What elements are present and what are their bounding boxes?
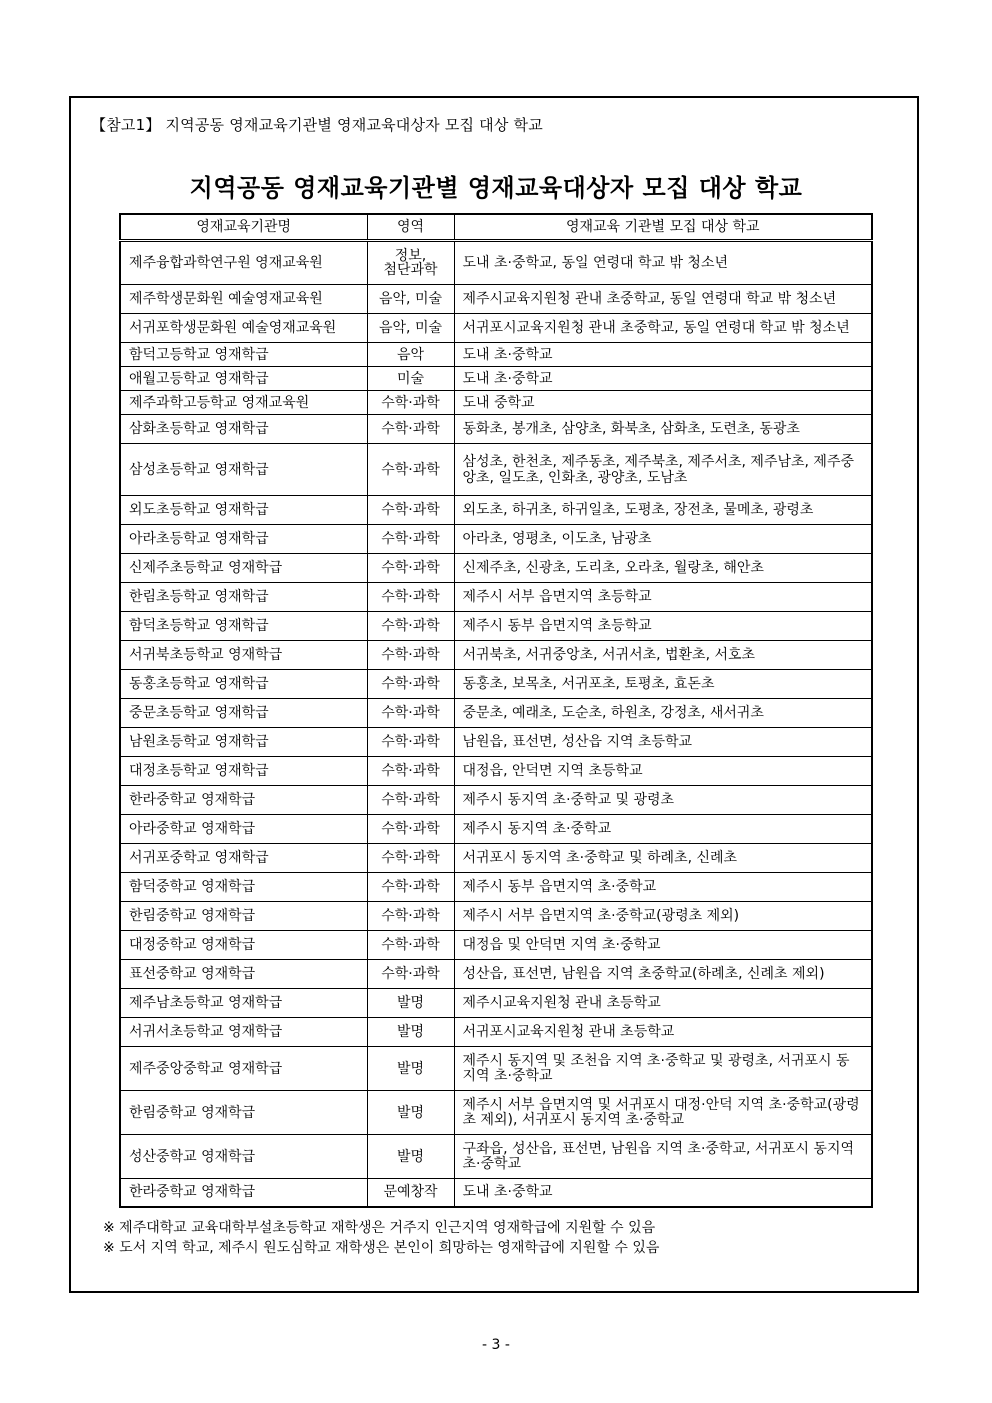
area-cell: 미술 bbox=[367, 367, 454, 391]
table-row bbox=[120, 844, 872, 873]
target-schools-cell: 제주시 동지역 초·중학교 및 광령초 bbox=[454, 786, 872, 815]
target-schools-cell: 중문초, 예래초, 도순초, 하원초, 강정초, 새서귀초 bbox=[454, 699, 872, 728]
target-schools-cell: 제주시교육지원청 관내 초중학교, 동일 연령대 학교 밖 청소년 bbox=[454, 285, 872, 314]
institution-name-cell: 제주남초등학교 영재학급 bbox=[120, 989, 367, 1018]
area-cell: 수학·과학 bbox=[367, 844, 454, 873]
area-cell: 수학·과학 bbox=[367, 670, 454, 699]
institution-name-cell: 외도초등학교 영재학급 bbox=[120, 496, 367, 525]
area-cell: 정보, 첨단과학 bbox=[367, 241, 454, 285]
institution-name-cell: 대정초등학교 영재학급 bbox=[120, 757, 367, 786]
institution-name-cell: 표선중학교 영재학급 bbox=[120, 960, 367, 989]
target-schools-cell: 서귀포시교육지원청 관내 초중학교, 동일 연령대 학교 밖 청소년 bbox=[454, 314, 872, 343]
target-schools-cell: 대정읍 및 안덕면 지역 초·중학교 bbox=[454, 931, 872, 960]
table-row bbox=[120, 670, 872, 699]
table-row bbox=[120, 496, 872, 525]
area-cell: 수학·과학 bbox=[367, 757, 454, 786]
page-title: 지역공동 영재교육기관별 영재교육대상자 모집 대상 학교 bbox=[189, 173, 803, 202]
table-row bbox=[120, 1091, 872, 1135]
institution-name-cell: 아라중학교 영재학급 bbox=[120, 815, 367, 844]
institution-name-cell: 제주과학고등학교 영재교육원 bbox=[120, 391, 367, 415]
target-schools-cell: 제주시 동지역 및 조천읍 지역 초·중학교 및 광령초, 서귀포시 동지역 초·중학교 bbox=[454, 1047, 872, 1091]
target-schools-cell: 동홍초, 보목초, 서귀포초, 토평초, 효돈초 bbox=[454, 670, 872, 699]
table-row bbox=[120, 444, 872, 496]
table-row bbox=[120, 391, 872, 415]
table-row bbox=[120, 285, 872, 314]
table-row bbox=[120, 873, 872, 902]
table-row bbox=[120, 367, 872, 391]
table-row bbox=[120, 415, 872, 444]
area-cell: 음악, 미술 bbox=[367, 285, 454, 314]
institution-name-cell: 제주학생문화원 예술영재교육원 bbox=[120, 285, 367, 314]
table-row bbox=[120, 314, 872, 343]
table-row bbox=[120, 931, 872, 960]
institution-name-cell: 제주중앙중학교 영재학급 bbox=[120, 1047, 367, 1091]
area-cell: 수학·과학 bbox=[367, 415, 454, 444]
area-cell: 발명 bbox=[367, 989, 454, 1018]
target-schools-cell: 대정읍, 안덕면 지역 초등학교 bbox=[454, 757, 872, 786]
institution-name-cell: 함덕초등학교 영재학급 bbox=[120, 612, 367, 641]
institution-name-cell: 제주융합과학연구원 영재교육원 bbox=[120, 241, 367, 285]
institution-name-cell: 성산중학교 영재학급 bbox=[120, 1135, 367, 1179]
page-number: - 3 - bbox=[482, 1337, 510, 1353]
target-schools-cell: 도내 초·중학교 bbox=[454, 1179, 872, 1207]
area-cell: 발명 bbox=[367, 1047, 454, 1091]
target-schools-cell: 도내 초·중학교 bbox=[454, 367, 872, 391]
table-row bbox=[120, 343, 872, 367]
target-schools-cell: 제주시 서부 읍면지역 및 서귀포시 대정·안덕 지역 초·중학교(광령초 제외), 서귀포시 동지역 초·중학교 bbox=[454, 1091, 872, 1135]
target-schools-cell: 구좌읍, 성산읍, 표선면, 남원읍 지역 초·중학교, 서귀포시 동지역 초·중학교 bbox=[454, 1135, 872, 1179]
area-cell: 수학·과학 bbox=[367, 496, 454, 525]
header-target-schools: 영재교육 기관별 모집 대상 학교 bbox=[454, 214, 872, 241]
area-cell: 발명 bbox=[367, 1018, 454, 1047]
target-schools-cell: 제주시 동지역 초·중학교 bbox=[454, 815, 872, 844]
note-item: ※ 제주대학교 교육대학부설초등학교 재학생은 거주지 인근지역 영재학급에 지원할 수 있음 bbox=[103, 1220, 656, 1236]
institution-name-cell: 남원초등학교 영재학급 bbox=[120, 728, 367, 757]
institution-name-cell: 서귀서초등학교 영재학급 bbox=[120, 1018, 367, 1047]
area-cell: 수학·과학 bbox=[367, 786, 454, 815]
area-cell: 수학·과학 bbox=[367, 815, 454, 844]
table-row bbox=[120, 1135, 872, 1179]
institution-name-cell: 함덕고등학교 영재학급 bbox=[120, 343, 367, 367]
institution-name-cell: 애월고등학교 영재학급 bbox=[120, 367, 367, 391]
table-row bbox=[120, 757, 872, 786]
institution-name-cell: 신제주초등학교 영재학급 bbox=[120, 554, 367, 583]
table-header-row bbox=[120, 214, 872, 241]
table-row bbox=[120, 1047, 872, 1091]
table-row bbox=[120, 699, 872, 728]
target-schools-cell: 제주시 동부 읍면지역 초·중학교 bbox=[454, 873, 872, 902]
institution-name-cell: 동홍초등학교 영재학급 bbox=[120, 670, 367, 699]
target-schools-cell: 제주시 서부 읍면지역 초·중학교(광령초 제외) bbox=[454, 902, 872, 931]
area-cell: 수학·과학 bbox=[367, 391, 454, 415]
area-cell: 발명 bbox=[367, 1135, 454, 1179]
target-schools-cell: 서귀포시 동지역 초·중학교 및 하례초, 신례초 bbox=[454, 844, 872, 873]
institution-name-cell: 대정중학교 영재학급 bbox=[120, 931, 367, 960]
table-row bbox=[120, 241, 872, 285]
target-schools-cell: 삼성초, 한천초, 제주동초, 제주북초, 제주서초, 제주남초, 제주중앙초, 일도초, 인화초, 광양초, 도남초 bbox=[454, 444, 872, 496]
table-body bbox=[120, 241, 872, 1207]
target-schools-cell: 동화초, 봉개초, 삼양초, 화북초, 삼화초, 도련초, 동광초 bbox=[454, 415, 872, 444]
target-schools-cell: 도내 초·중학교, 동일 연령대 학교 밖 청소년 bbox=[454, 241, 872, 285]
table-row bbox=[120, 612, 872, 641]
institution-name-cell: 중문초등학교 영재학급 bbox=[120, 699, 367, 728]
area-cell: 수학·과학 bbox=[367, 444, 454, 496]
area-cell: 수학·과학 bbox=[367, 525, 454, 554]
area-cell: 수학·과학 bbox=[367, 583, 454, 612]
target-schools-cell: 도내 초·중학교 bbox=[454, 343, 872, 367]
area-cell: 음악 bbox=[367, 343, 454, 367]
notes bbox=[103, 1218, 659, 1258]
target-schools-cell: 남원읍, 표선면, 성산읍 지역 초등학교 bbox=[454, 728, 872, 757]
header-institution: 영재교육기관명 bbox=[120, 214, 367, 241]
target-schools-cell: 제주시교육지원청 관내 초등학교 bbox=[454, 989, 872, 1018]
table-row bbox=[120, 786, 872, 815]
note-item: ※ 도서 지역 학교, 제주시 원도심학교 재학생은 본인이 희망하는 영재학급에 지원할 수 있음 bbox=[103, 1240, 660, 1256]
table-row bbox=[120, 1179, 872, 1207]
institution-name-cell: 한림초등학교 영재학급 bbox=[120, 583, 367, 612]
institution-name-cell: 삼화초등학교 영재학급 bbox=[120, 415, 367, 444]
institution-name-cell: 한림중학교 영재학급 bbox=[120, 1091, 367, 1135]
area-cell: 수학·과학 bbox=[367, 873, 454, 902]
area-cell: 수학·과학 bbox=[367, 554, 454, 583]
target-schools-cell: 외도초, 하귀초, 하귀일초, 도평초, 장전초, 물메초, 광령초 bbox=[454, 496, 872, 525]
area-cell: 수학·과학 bbox=[367, 699, 454, 728]
target-schools-cell: 아라초, 영평초, 이도초, 남광초 bbox=[454, 525, 872, 554]
institution-name-cell: 한림중학교 영재학급 bbox=[120, 902, 367, 931]
target-schools-cell: 신제주초, 신광초, 도리초, 오라초, 월랑초, 해안초 bbox=[454, 554, 872, 583]
table-row bbox=[120, 960, 872, 989]
table-row bbox=[120, 583, 872, 612]
target-schools-cell: 제주시 서부 읍면지역 초등학교 bbox=[454, 583, 872, 612]
institution-name-cell: 한라중학교 영재학급 bbox=[120, 1179, 367, 1207]
institution-name-cell: 아라초등학교 영재학급 bbox=[120, 525, 367, 554]
target-schools-cell: 서귀북초, 서귀중앙초, 서귀서초, 법환초, 서호초 bbox=[454, 641, 872, 670]
target-schools-cell: 도내 중학교 bbox=[454, 391, 872, 415]
area-cell: 수학·과학 bbox=[367, 641, 454, 670]
schools-table bbox=[119, 213, 873, 1208]
institution-name-cell: 함덕중학교 영재학급 bbox=[120, 873, 367, 902]
area-cell: 수학·과학 bbox=[367, 728, 454, 757]
table-row bbox=[120, 989, 872, 1018]
table-row bbox=[120, 641, 872, 670]
institution-name-cell: 한라중학교 영재학급 bbox=[120, 786, 367, 815]
institution-name-cell: 서귀포중학교 영재학급 bbox=[120, 844, 367, 873]
target-schools-cell: 제주시 동부 읍면지역 초등학교 bbox=[454, 612, 872, 641]
table-row bbox=[120, 554, 872, 583]
institution-name-cell: 서귀포학생문화원 예술영재교육원 bbox=[120, 314, 367, 343]
table-row bbox=[120, 815, 872, 844]
institution-name-cell: 서귀북초등학교 영재학급 bbox=[120, 641, 367, 670]
table-row bbox=[120, 1018, 872, 1047]
table-row bbox=[120, 902, 872, 931]
area-cell: 수학·과학 bbox=[367, 612, 454, 641]
target-schools-cell: 성산읍, 표선면, 남원읍 지역 초중학교(하례초, 신례초 제외) bbox=[454, 960, 872, 989]
institution-name-cell: 삼성초등학교 영재학급 bbox=[120, 444, 367, 496]
area-cell: 문예창작 bbox=[367, 1179, 454, 1207]
target-schools-cell: 서귀포시교육지원청 관내 초등학교 bbox=[454, 1018, 872, 1047]
area-cell: 수학·과학 bbox=[367, 931, 454, 960]
area-cell: 수학·과학 bbox=[367, 902, 454, 931]
table-row bbox=[120, 728, 872, 757]
area-cell: 수학·과학 bbox=[367, 960, 454, 989]
area-cell: 발명 bbox=[367, 1091, 454, 1135]
reference-label: 【참고1】 지역공동 영재교육기관별 영재교육대상자 모집 대상 학교 bbox=[91, 116, 543, 134]
table-row bbox=[120, 525, 872, 554]
header-area: 영역 bbox=[367, 214, 454, 241]
area-cell: 음악, 미술 bbox=[367, 314, 454, 343]
